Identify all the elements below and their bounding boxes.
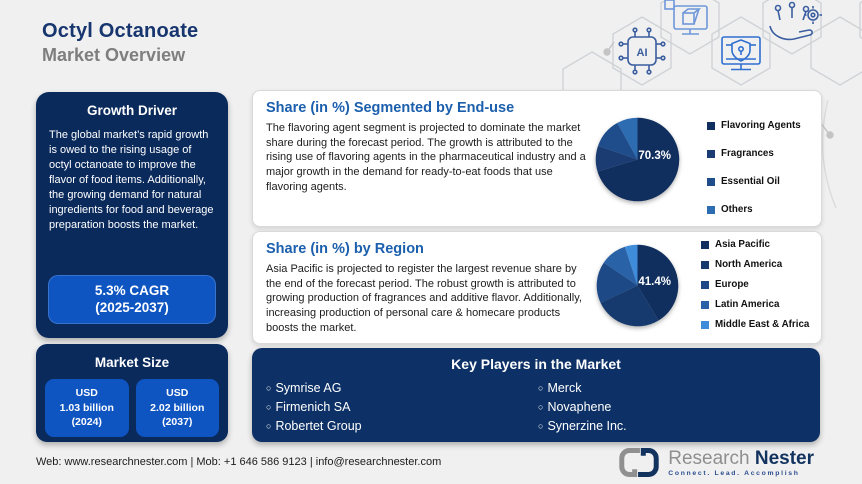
footer-contact: Web: www.researchnester.com | Mob: +1 646 586 9123 | info@researchnester.com <box>36 456 442 468</box>
enduse-legend <box>707 120 801 232</box>
legend-item <box>701 299 809 310</box>
legend-label: North America <box>715 259 783 270</box>
region-pie-chart <box>595 243 680 328</box>
page-title: Octyl Octanoate <box>42 20 199 42</box>
key-player-name: Synerzine Inc. <box>547 418 627 433</box>
legend-item <box>707 204 801 215</box>
key-players-column-left <box>266 378 538 435</box>
enduse-card-title: Share (in %) Segmented by End-use <box>266 100 515 116</box>
brand-name-light: Research <box>668 447 750 469</box>
year-label: (2037) <box>162 416 193 429</box>
currency-label: USD <box>166 387 189 399</box>
bullet-icon: ○ <box>266 383 272 393</box>
key-players-column-right <box>538 378 810 435</box>
enduse-pie-chart <box>594 116 681 203</box>
legend-item <box>701 259 809 270</box>
legend-item <box>701 279 809 290</box>
enduse-pie-highlight-label: 70.3% <box>638 149 671 162</box>
growth-driver-panel <box>36 92 228 338</box>
legend-label: Others <box>721 204 753 215</box>
ai-chip-icon <box>619 28 665 74</box>
key-player-name: Robertet Group <box>275 418 362 433</box>
key-player <box>266 397 538 416</box>
legend-item <box>707 176 801 187</box>
region-card-text: Asia Pacific is projected to register the largest revenue share by the end of the forecast period. The robust growth is attributed to growing production of fragrances and additive flavor. Additionally, increasing production of personal care & homecare products boosts the market. <box>266 263 582 334</box>
legend-label: Fragrances <box>721 148 774 159</box>
legend-swatch <box>701 321 709 329</box>
cagr-value: 5.3% CAGR <box>94 282 170 298</box>
brand-name-bold: Nester <box>754 447 814 469</box>
3d-modeling-monitor-icon <box>665 0 707 34</box>
legend-swatch <box>707 206 715 214</box>
growth-driver-text: The global market’s rapid growth is owed to the rising usage of octyl octanoate to improve the flavor of food items. Additionally, the growing demand for natural ingredients for food and beverage preparation boosts the market. <box>49 129 214 231</box>
key-player-name: Firmenich SA <box>275 399 351 414</box>
key-player <box>266 416 538 435</box>
legend-swatch <box>707 122 715 130</box>
bullet-icon: ○ <box>538 421 544 431</box>
tech-hand-icon <box>770 3 822 40</box>
key-player-name: Merck <box>547 380 582 395</box>
market-size-2024-badge <box>45 379 129 437</box>
market-size-panel <box>36 344 228 442</box>
growth-driver-title: Growth Driver <box>86 103 178 118</box>
legend-label: Europe <box>715 279 749 290</box>
currency-label: USD <box>75 387 98 399</box>
legend-item <box>701 239 809 250</box>
legend-swatch <box>707 150 715 158</box>
svg-text:AI: AI <box>636 47 648 59</box>
key-players-title: Key Players in the Market <box>451 356 621 372</box>
research-nester-logo-icon <box>617 446 661 479</box>
legend-item <box>707 148 801 159</box>
page-subtitle: Market Overview <box>42 45 186 65</box>
bullet-icon: ○ <box>266 402 272 412</box>
legend-swatch <box>701 281 709 289</box>
key-player <box>538 378 810 397</box>
legend-item <box>707 120 801 131</box>
brand-text <box>668 449 814 477</box>
legend-label: Latin America <box>715 299 780 310</box>
region-pie-highlight-label: 41.4% <box>638 276 671 289</box>
bullet-icon: ○ <box>538 402 544 412</box>
key-player <box>538 416 810 435</box>
cagr-badge <box>48 275 216 324</box>
value-label: 2.02 billion <box>150 401 205 414</box>
legend-swatch <box>701 301 709 309</box>
region-legend <box>701 239 809 339</box>
brand-logo <box>617 446 814 479</box>
bullet-icon: ○ <box>266 421 272 431</box>
brand-tagline: Connect. Lead. Accomplish <box>668 469 800 477</box>
legend-swatch <box>701 241 709 249</box>
legend-label: Flavoring Agents <box>721 120 801 131</box>
cagr-period: (2025-2037) <box>95 300 169 316</box>
legend-label: Middle East & Africa <box>715 319 810 330</box>
legend-label: Asia Pacific <box>715 239 771 250</box>
key-player-name: Novaphene <box>547 399 612 414</box>
enduse-card-text: The flavoring agent segment is projected to dominate the market share during the forecast period. The growth is attributed to the rising use of flavoring agents in the pharmaceutical industry and a major growth in the demand for ready-to-eat foods that use flavoring agents. <box>266 122 586 193</box>
legend-item <box>701 319 809 330</box>
legend-swatch <box>701 261 709 269</box>
key-players-panel <box>252 348 820 442</box>
region-card-title: Share (in %) by Region <box>266 241 424 257</box>
key-player <box>538 397 810 416</box>
market-size-2037-badge <box>136 379 220 437</box>
bullet-icon: ○ <box>538 383 544 393</box>
key-player-name: Symrise AG <box>275 380 342 395</box>
value-label: 1.03 billion <box>59 401 114 414</box>
legend-label: Essential Oil <box>721 176 780 187</box>
legend-swatch <box>707 178 715 186</box>
header <box>42 20 198 66</box>
key-player <box>266 378 538 397</box>
market-size-title: Market Size <box>94 355 170 370</box>
security-monitor-icon <box>722 37 760 70</box>
year-label: (2024) <box>71 416 102 429</box>
